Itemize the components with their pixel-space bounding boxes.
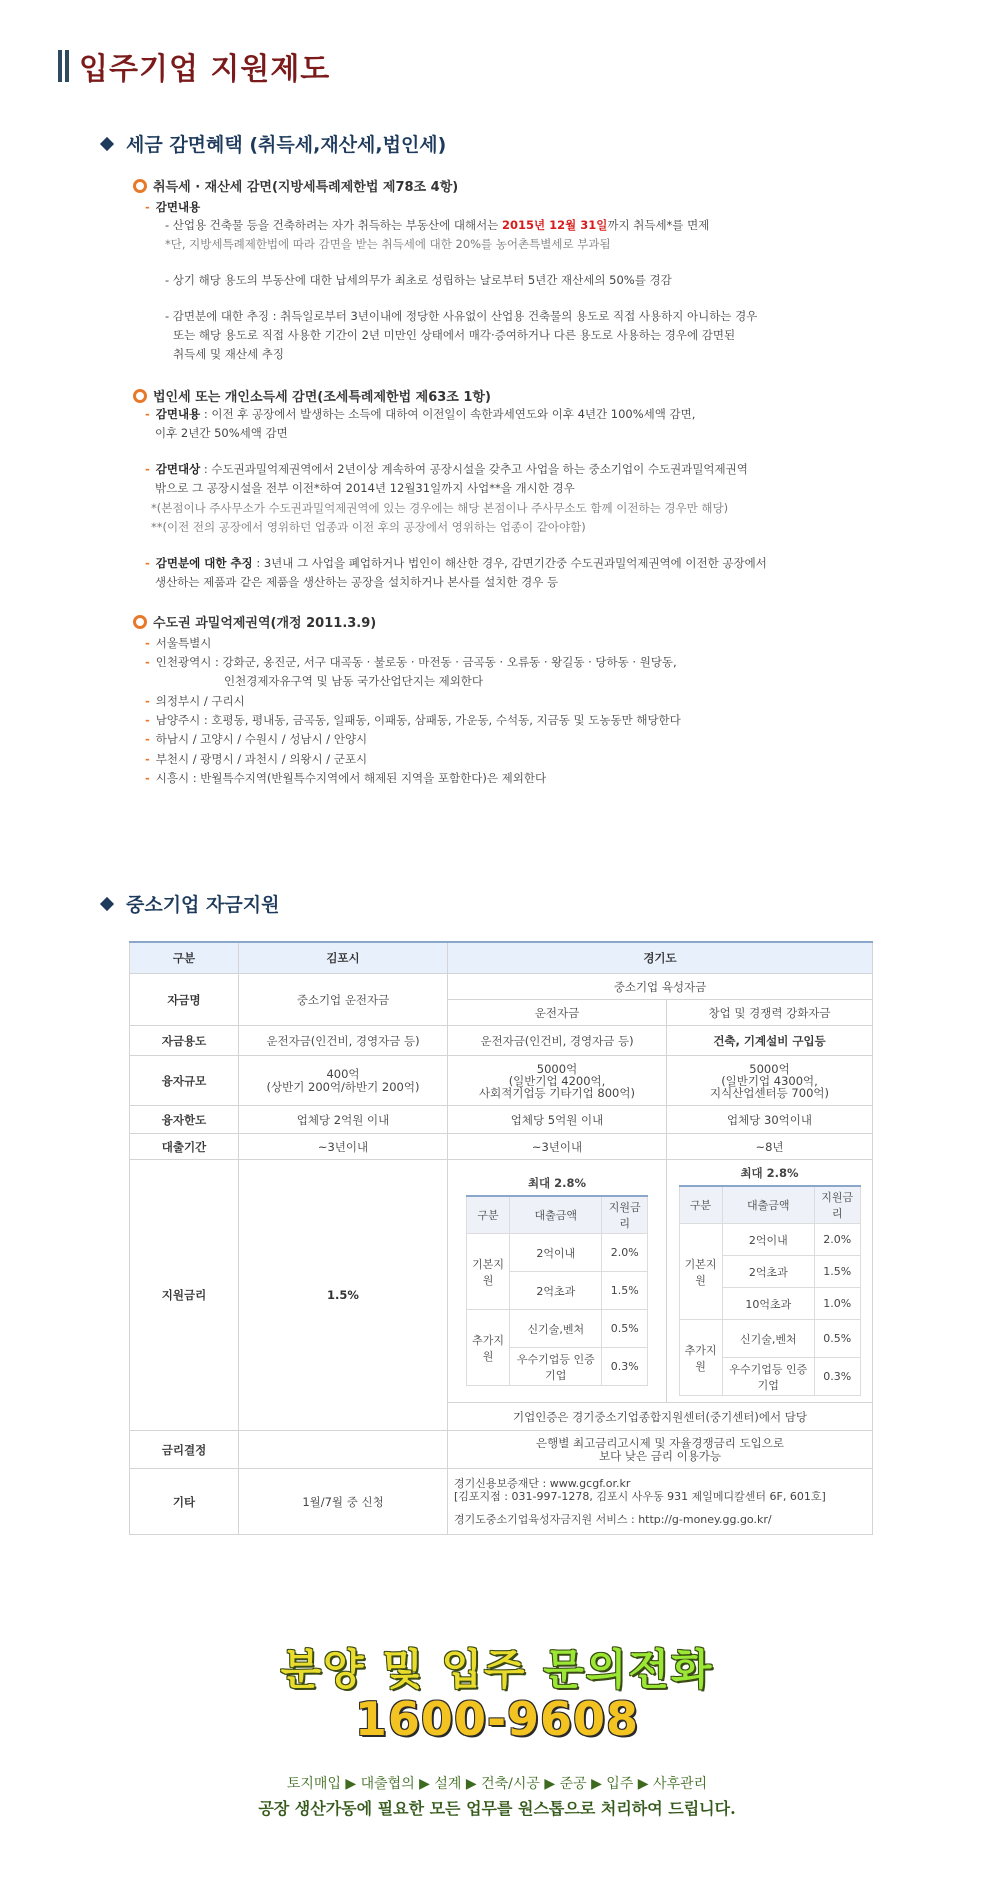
diamond-icon: [100, 136, 114, 150]
table-cell: 2.0%: [814, 1224, 860, 1256]
text: 의정부시 / 구리시: [155, 694, 245, 708]
table-cell: [448, 1160, 667, 1403]
table-cell: 0.3%: [814, 1358, 860, 1396]
table-cell: 중소기업 육성자금: [448, 974, 873, 1000]
ring-bullet-icon: [133, 615, 147, 629]
table-row: [130, 1469, 873, 1535]
header-cell: 대출금액: [722, 1186, 814, 1224]
dash-bullet-icon: -: [145, 462, 150, 476]
text: 인천광역시 : 강화군, 옹진군, 서구 대곡동 · 불로동 · 마전동 · 금곡동 · 오류동 · 왕길동 · 당하동 · 원당동,: [155, 655, 677, 669]
table-row: [130, 1056, 873, 1106]
dash-bullet-icon: -: [145, 732, 150, 746]
row-label: 지원금리: [130, 1160, 239, 1431]
tax-sub2-c2b: 밖으로 그 공장시설을 전부 이전*하여 2014년 12월31일까지 사업**을 개시한 경우: [155, 481, 575, 495]
table-row: [130, 1431, 873, 1469]
tax-sub1-line1: [165, 217, 709, 233]
table-cell: 기본지원: [679, 1224, 722, 1320]
tax-sub2-c1b: 이후 2년간 50%세액 감면: [155, 426, 288, 440]
table-cell: 중소기업 운전자금: [239, 974, 448, 1026]
table-row: [130, 974, 873, 1000]
ring-bullet-icon: [133, 179, 147, 193]
row-label: 자금명: [130, 974, 239, 1026]
text: [김포지점 : 031-997-1278, 김포시 사우동 931 제일메디칼센터 6F, 601호]: [454, 1490, 826, 1503]
table-cell: 운전자금(인건비, 경영자금 등): [448, 1026, 667, 1056]
table-cell: [448, 1431, 873, 1469]
fund-table: [129, 941, 873, 1535]
dash-bullet-icon: -: [145, 407, 150, 421]
table-cell: 10억초과: [722, 1288, 814, 1320]
table-cell: ~3년이내: [239, 1134, 448, 1160]
process-steps: 토지매입 ▶ 대출협의 ▶ 설계 ▶ 건축/시공 ▶ 준공 ▶ 입주 ▶ 사후관리: [286, 1776, 708, 1792]
table-cell: 2억이내: [722, 1224, 814, 1256]
max-rate-label: 최대 2.8%: [740, 1166, 799, 1180]
text: 지식산업센터등 700억): [710, 1085, 829, 1100]
header-cell: 경기도: [448, 942, 873, 974]
dash-bullet-icon: -: [145, 556, 150, 570]
text: 문의전화: [543, 1645, 714, 1694]
text: 부천시 / 광명시 / 과천시 / 의왕시 / 군포시: [155, 752, 368, 766]
table-cell: 1.5%: [239, 1160, 448, 1431]
table-cell: [239, 1431, 448, 1469]
dash-bullet-icon: -: [145, 636, 150, 650]
fund-section-heading: [102, 890, 279, 917]
table-cell: 1.5%: [814, 1256, 860, 1288]
text: 하남시 / 고양시 / 수원시 / 성남시 / 안양시: [155, 732, 368, 746]
region-item-cont: 인천경제자유구역 및 남동 국가산업단지는 제외한다: [224, 674, 484, 688]
dash-bullet-icon: -: [145, 752, 150, 766]
dash-bullet-icon: -: [145, 200, 150, 214]
tax-sub2-c3b: 생산하는 제품과 같은 제품을 생산하는 공장을 설치하거나 본사를 설치한 경우 등: [155, 575, 559, 589]
table-row: [679, 1320, 860, 1358]
region-item: [145, 693, 245, 709]
table-row: [467, 1310, 648, 1348]
text: : 3년내 그 사업을 폐업하거나 법인이 해산한 경우, 감면기간중 수도권과밀억제권역에 이전한 공장에서: [252, 556, 767, 570]
table-row: [467, 1234, 648, 1272]
table-cell: 업체당 30억이내: [667, 1106, 873, 1134]
table-cell: 건축, 기계설비 구입등: [667, 1026, 873, 1056]
table-cell: [239, 1056, 448, 1106]
label-text: 감면내용: [155, 200, 201, 214]
text: 은행별 최고금리고시제 및 자율경쟁금리 도입으로: [536, 1435, 784, 1450]
table-cell: 기본지원: [467, 1234, 510, 1310]
table-cell: 신기술,벤처: [722, 1320, 814, 1358]
table-cell: 창업 및 경쟁력 강화자금: [667, 1000, 873, 1026]
table-cell: [448, 1056, 667, 1106]
table-cell: [667, 1160, 873, 1403]
text: 경기신용보증재단 : www.gcgf.or.kr: [454, 1477, 631, 1490]
text: - 산업용 건축물 등을 건축하려는 자가 취득하는 부동산에 대해서는: [165, 218, 502, 232]
text: 분양 및 입주: [280, 1645, 544, 1694]
table-row: [130, 1106, 873, 1134]
tagline: 공장 생산가동에 필요한 모든 업무를 원스톱으로 처리하여 드립니다.: [258, 1799, 736, 1818]
table-cell: 운전자금(인건비, 경영자금 등): [239, 1026, 448, 1056]
row-label: 대출기간: [130, 1134, 239, 1160]
text: (상반기 200억/하반기 200억): [266, 1079, 420, 1094]
tax-sub2-note1: *(본점이나 주사무소가 수도권과밀억제권역에 있는 경우에는 해당 본점이나 주사무소도 함께 이전하는 경우만 해당): [151, 501, 729, 515]
text: 보다 낮은 금리 이용가능: [598, 1448, 722, 1463]
table-cell: 1.0%: [814, 1288, 860, 1320]
region-item: [145, 712, 681, 728]
table-cell: [667, 1056, 873, 1106]
table-cell: 1월/7월 중 신청: [239, 1469, 448, 1535]
tax-sub2-c3: [145, 555, 767, 571]
region-item: [145, 751, 367, 767]
table-row: [467, 1196, 648, 1234]
table-cell: 0.5%: [602, 1310, 648, 1348]
title-bar-decoration: [58, 50, 62, 82]
table-cell: 업체당 2억원 이내: [239, 1106, 448, 1134]
title-bar-decoration: [65, 50, 69, 82]
tax-sub2-c1: [145, 406, 695, 422]
rate-subtable: [466, 1195, 648, 1386]
header-cell: 구분: [130, 942, 239, 974]
link-text: 경기도중소기업육성자금지원 서비스 : http://g-money.gg.go.kr/: [454, 1513, 772, 1526]
table-cell: 2.0%: [602, 1234, 648, 1272]
table-row: [130, 1134, 873, 1160]
row-label: 기타: [130, 1469, 239, 1535]
tax-sub1-line3: - 상기 해당 용도의 부동산에 대한 납세의무가 최초로 성립하는 날로부터 5년간 재산세의 50%를 경감: [165, 273, 672, 287]
page-title-text: 입주기업 지원제도: [79, 52, 331, 87]
text: (일반기업 4300억,: [721, 1073, 818, 1088]
text: 사회적기업등 기타기업 800억): [479, 1085, 635, 1100]
header-cell: 구분: [679, 1186, 722, 1224]
table-cell: 업체당 5억원 이내: [448, 1106, 667, 1134]
region-item: [145, 635, 211, 651]
text: (일반기업 4200억,: [508, 1073, 606, 1088]
tax-sub1-line2: *단, 지방세특례제한법에 따라 감면을 받는 취득세에 대한 20%를 농어촌특별세로 부과됨: [165, 237, 611, 251]
table-row: [679, 1186, 860, 1224]
page-title: [58, 44, 330, 88]
table-cell: ~8년: [667, 1134, 873, 1160]
region-item: [145, 654, 677, 670]
text: 시흥시 : 반월특수지역(반월특수지역에서 해제된 지역을 포함한다)은 제외한다: [155, 771, 547, 785]
text: 400억: [326, 1066, 360, 1081]
row-label: 융자한도: [130, 1106, 239, 1134]
text: 서울특별시: [155, 636, 212, 650]
rate-subtable: [679, 1185, 861, 1396]
table-cell: 2억초과: [722, 1256, 814, 1288]
label-text: 감면내용: [155, 407, 201, 421]
contact-title: [0, 1637, 994, 1697]
table-cell: 우수기업등 인증기업: [722, 1358, 814, 1396]
tax-sub3-title: 수도권 과밀억제권역(개정 2011.3.9): [153, 616, 377, 631]
tax-sub2-c2: [145, 461, 748, 477]
region-item: [145, 731, 367, 747]
tax-sub3-heading: [133, 612, 376, 631]
table-cell: 운전자금: [448, 1000, 667, 1026]
text: 남양주시 : 호평동, 평내동, 금곡동, 일패동, 이패동, 삼패동, 가운동, 수석동, 지금동 및 도농동만 해당한다: [155, 713, 681, 727]
tax-sub1-title: 취득세 · 재산세 감면(지방세특례제한법 제78조 4항): [153, 180, 459, 195]
region-item: [145, 770, 546, 786]
table-cell: 0.5%: [814, 1320, 860, 1358]
ring-bullet-icon: [133, 389, 147, 403]
table-row: [130, 1160, 873, 1403]
text: 까지 취득세*를 면제: [607, 218, 710, 232]
contact-phone[interactable]: 1600-9608: [354, 1692, 640, 1746]
dash-bullet-icon: -: [145, 771, 150, 785]
table-cell: 기업인증은 경기중소기업종합지원센터(중기센터)에서 담당: [448, 1403, 873, 1431]
text: 5000억: [536, 1061, 578, 1076]
text: : 이전 후 공장에서 발생하는 소득에 대하여 이전일이 속한과세연도와 이후 4년간 100%세액 감면,: [200, 407, 696, 421]
table-cell: ~3년이내: [448, 1134, 667, 1160]
table-cell: 1.5%: [602, 1272, 648, 1310]
dash-bullet-icon: -: [145, 713, 150, 727]
table-row: [679, 1224, 860, 1256]
row-label: 자금용도: [130, 1026, 239, 1056]
table-cell: 2억이내: [510, 1234, 602, 1272]
label-text: 감면분에 대한 추징: [155, 556, 253, 570]
tax-section-heading: [102, 130, 446, 157]
label-text: 감면대상: [155, 462, 201, 476]
highlight-date: 2015년 12월 31일: [502, 218, 608, 232]
row-label: 융자규모: [130, 1056, 239, 1106]
header-cell: 김포시: [239, 942, 448, 974]
tax-sub1-line4: - 감면분에 대한 추징 : 취득일로부터 3년이내에 정당한 사유없이 산업용 건축물의 용도로 직접 사용하지 아니하는 경우: [165, 309, 758, 323]
header-cell: 지원금리: [814, 1186, 860, 1224]
table-row: [130, 1026, 873, 1056]
tax-sub1-label: [145, 199, 200, 215]
table-cell: 우수기업등 인증기업: [510, 1348, 602, 1386]
table-cell: 0.3%: [602, 1348, 648, 1386]
tax-sub1-heading: [133, 176, 458, 195]
table-cell: 추가지원: [679, 1320, 722, 1396]
tax-sub2-title: 법인세 또는 개인소득세 감면(조세특례제한법 제63조 1항): [153, 390, 491, 405]
dash-bullet-icon: -: [145, 694, 150, 708]
tax-sub2-note2: **(이전 전의 공장에서 영위하던 업종과 이전 후의 공장에서 영위하는 업종이 같아야함): [151, 520, 586, 534]
dash-bullet-icon: -: [145, 655, 150, 669]
tax-heading-text: 세금 감면혜택 (취득세,재산세,법인세): [126, 134, 447, 156]
fund-heading-text: 중소기업 자금지원: [126, 894, 280, 916]
text: 5000억: [749, 1061, 790, 1076]
table-cell: 2억초과: [510, 1272, 602, 1310]
text: : 수도권과밀억제권역에서 2년이상 계속하여 공장시설을 갖추고 사업을 하는 중소기업이 수도권과밀억제권역: [200, 462, 748, 476]
tax-sub2-heading: [133, 386, 491, 405]
diamond-icon: [100, 896, 114, 910]
row-label: 금리결정: [130, 1431, 239, 1469]
tax-sub1-line5: 또는 해당 용도로 직접 사용한 기간이 2년 미만인 상태에서 매각·증여하거나 다른 용도로 사용하는 경우에 감면된: [173, 328, 736, 342]
table-cell: [448, 1469, 873, 1535]
table-row: [130, 942, 873, 974]
table-cell: 신기술,벤처: [510, 1310, 602, 1348]
table-cell: 추가지원: [467, 1310, 510, 1386]
tax-sub1-line6: 취득세 및 재산세 추징: [173, 347, 284, 361]
header-cell: 구분: [467, 1196, 510, 1234]
max-rate-label: 최대 2.8%: [527, 1176, 587, 1190]
header-cell: 대출금액: [510, 1196, 602, 1234]
header-cell: 지원금리: [602, 1196, 648, 1234]
spacer: [454, 1503, 868, 1513]
